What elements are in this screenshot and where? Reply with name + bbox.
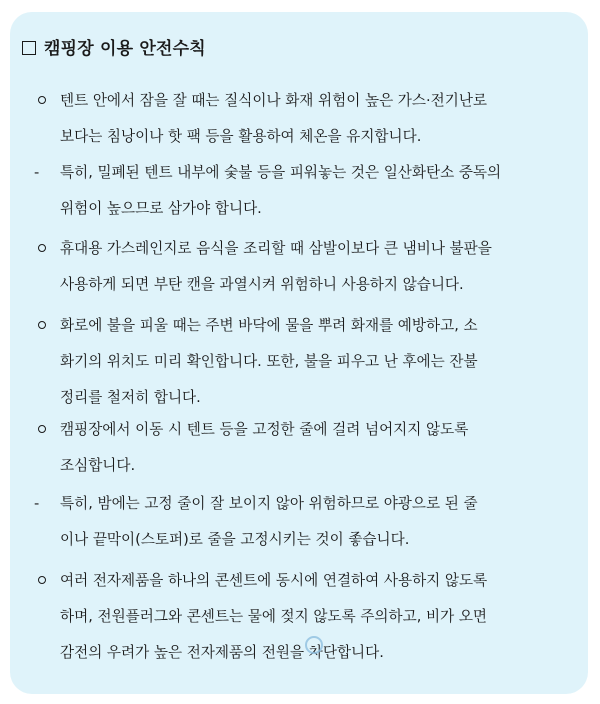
circle-bullet-icon [38, 96, 46, 104]
rule-line: 감전의 우려가 높은 전자제품의 전원을 차단합니다. [60, 644, 384, 661]
rule-item-5 [38, 563, 578, 671]
page-title [22, 34, 206, 59]
title-text: 캠핑장 이용 안전수칙 [44, 39, 206, 59]
rule-line: 특히, 밤에는 고정 줄이 잘 보이지 않아 위험하므로 야광으로 된 줄 [60, 495, 478, 512]
rule-item-3 [38, 308, 578, 416]
watermark-logo-icon [305, 636, 323, 654]
rule-line: 캠핑장에서 이동 시 텐트 등을 고정한 줄에 걸려 넘어지지 않도록 [60, 421, 469, 438]
rule-line: 화로에 불을 피울 때는 주변 바닥에 물을 뿌려 화재를 예방하고, 소 [60, 317, 478, 334]
rule-line: 위험이 높으므로 삼가야 합니다. [60, 200, 262, 217]
rule-item-4 [38, 412, 578, 484]
rule-subitem-2 [34, 486, 578, 558]
rule-line: 정리를 철저히 합니다. [60, 389, 201, 406]
rule-item-2 [38, 231, 578, 303]
circle-bullet-icon [38, 576, 46, 584]
dash-marker: - [34, 495, 40, 512]
rule-line: 화기의 위치도 미리 확인합니다. 또한, 불을 피우고 난 후에는 잔불 [60, 353, 478, 370]
rule-line: 하며, 전원플러그와 콘센트는 물에 젖지 않도록 주의하고, 비가 오면 [60, 608, 488, 625]
circle-bullet-icon [38, 425, 46, 433]
rule-line: 특히, 밀폐된 텐트 내부에 숯불 등을 피워놓는 것은 일산화탄소 중독의 [60, 164, 502, 181]
rule-subitem-1 [34, 155, 578, 227]
checkbox-square-icon [22, 41, 36, 55]
circle-bullet-icon [38, 321, 46, 329]
dash-marker: - [34, 164, 40, 181]
rule-line: 텐트 안에서 잠을 잘 때는 질식이나 화재 위험이 높은 가스·전기난로 [60, 92, 488, 109]
rule-line: 여러 전자제품을 하나의 콘센트에 동시에 연결하여 사용하지 않도록 [60, 572, 488, 589]
rule-line: 보다는 침낭이나 핫 팩 등을 활용하여 체온을 유지합니다. [60, 128, 422, 145]
rule-line: 사용하게 되면 부탄 캔을 과열시켜 위험하니 사용하지 않습니다. [60, 276, 464, 293]
rule-item-1 [38, 83, 578, 155]
rule-line: 조심합니다. [60, 457, 136, 474]
rule-line: 휴대용 가스레인지로 음식을 조리할 때 삼발이보다 큰 냄비나 불판을 [60, 240, 492, 257]
rule-line: 이나 끝막이(스토퍼)로 줄을 고정시키는 것이 좋습니다. [60, 531, 410, 548]
circle-bullet-icon [38, 244, 46, 252]
